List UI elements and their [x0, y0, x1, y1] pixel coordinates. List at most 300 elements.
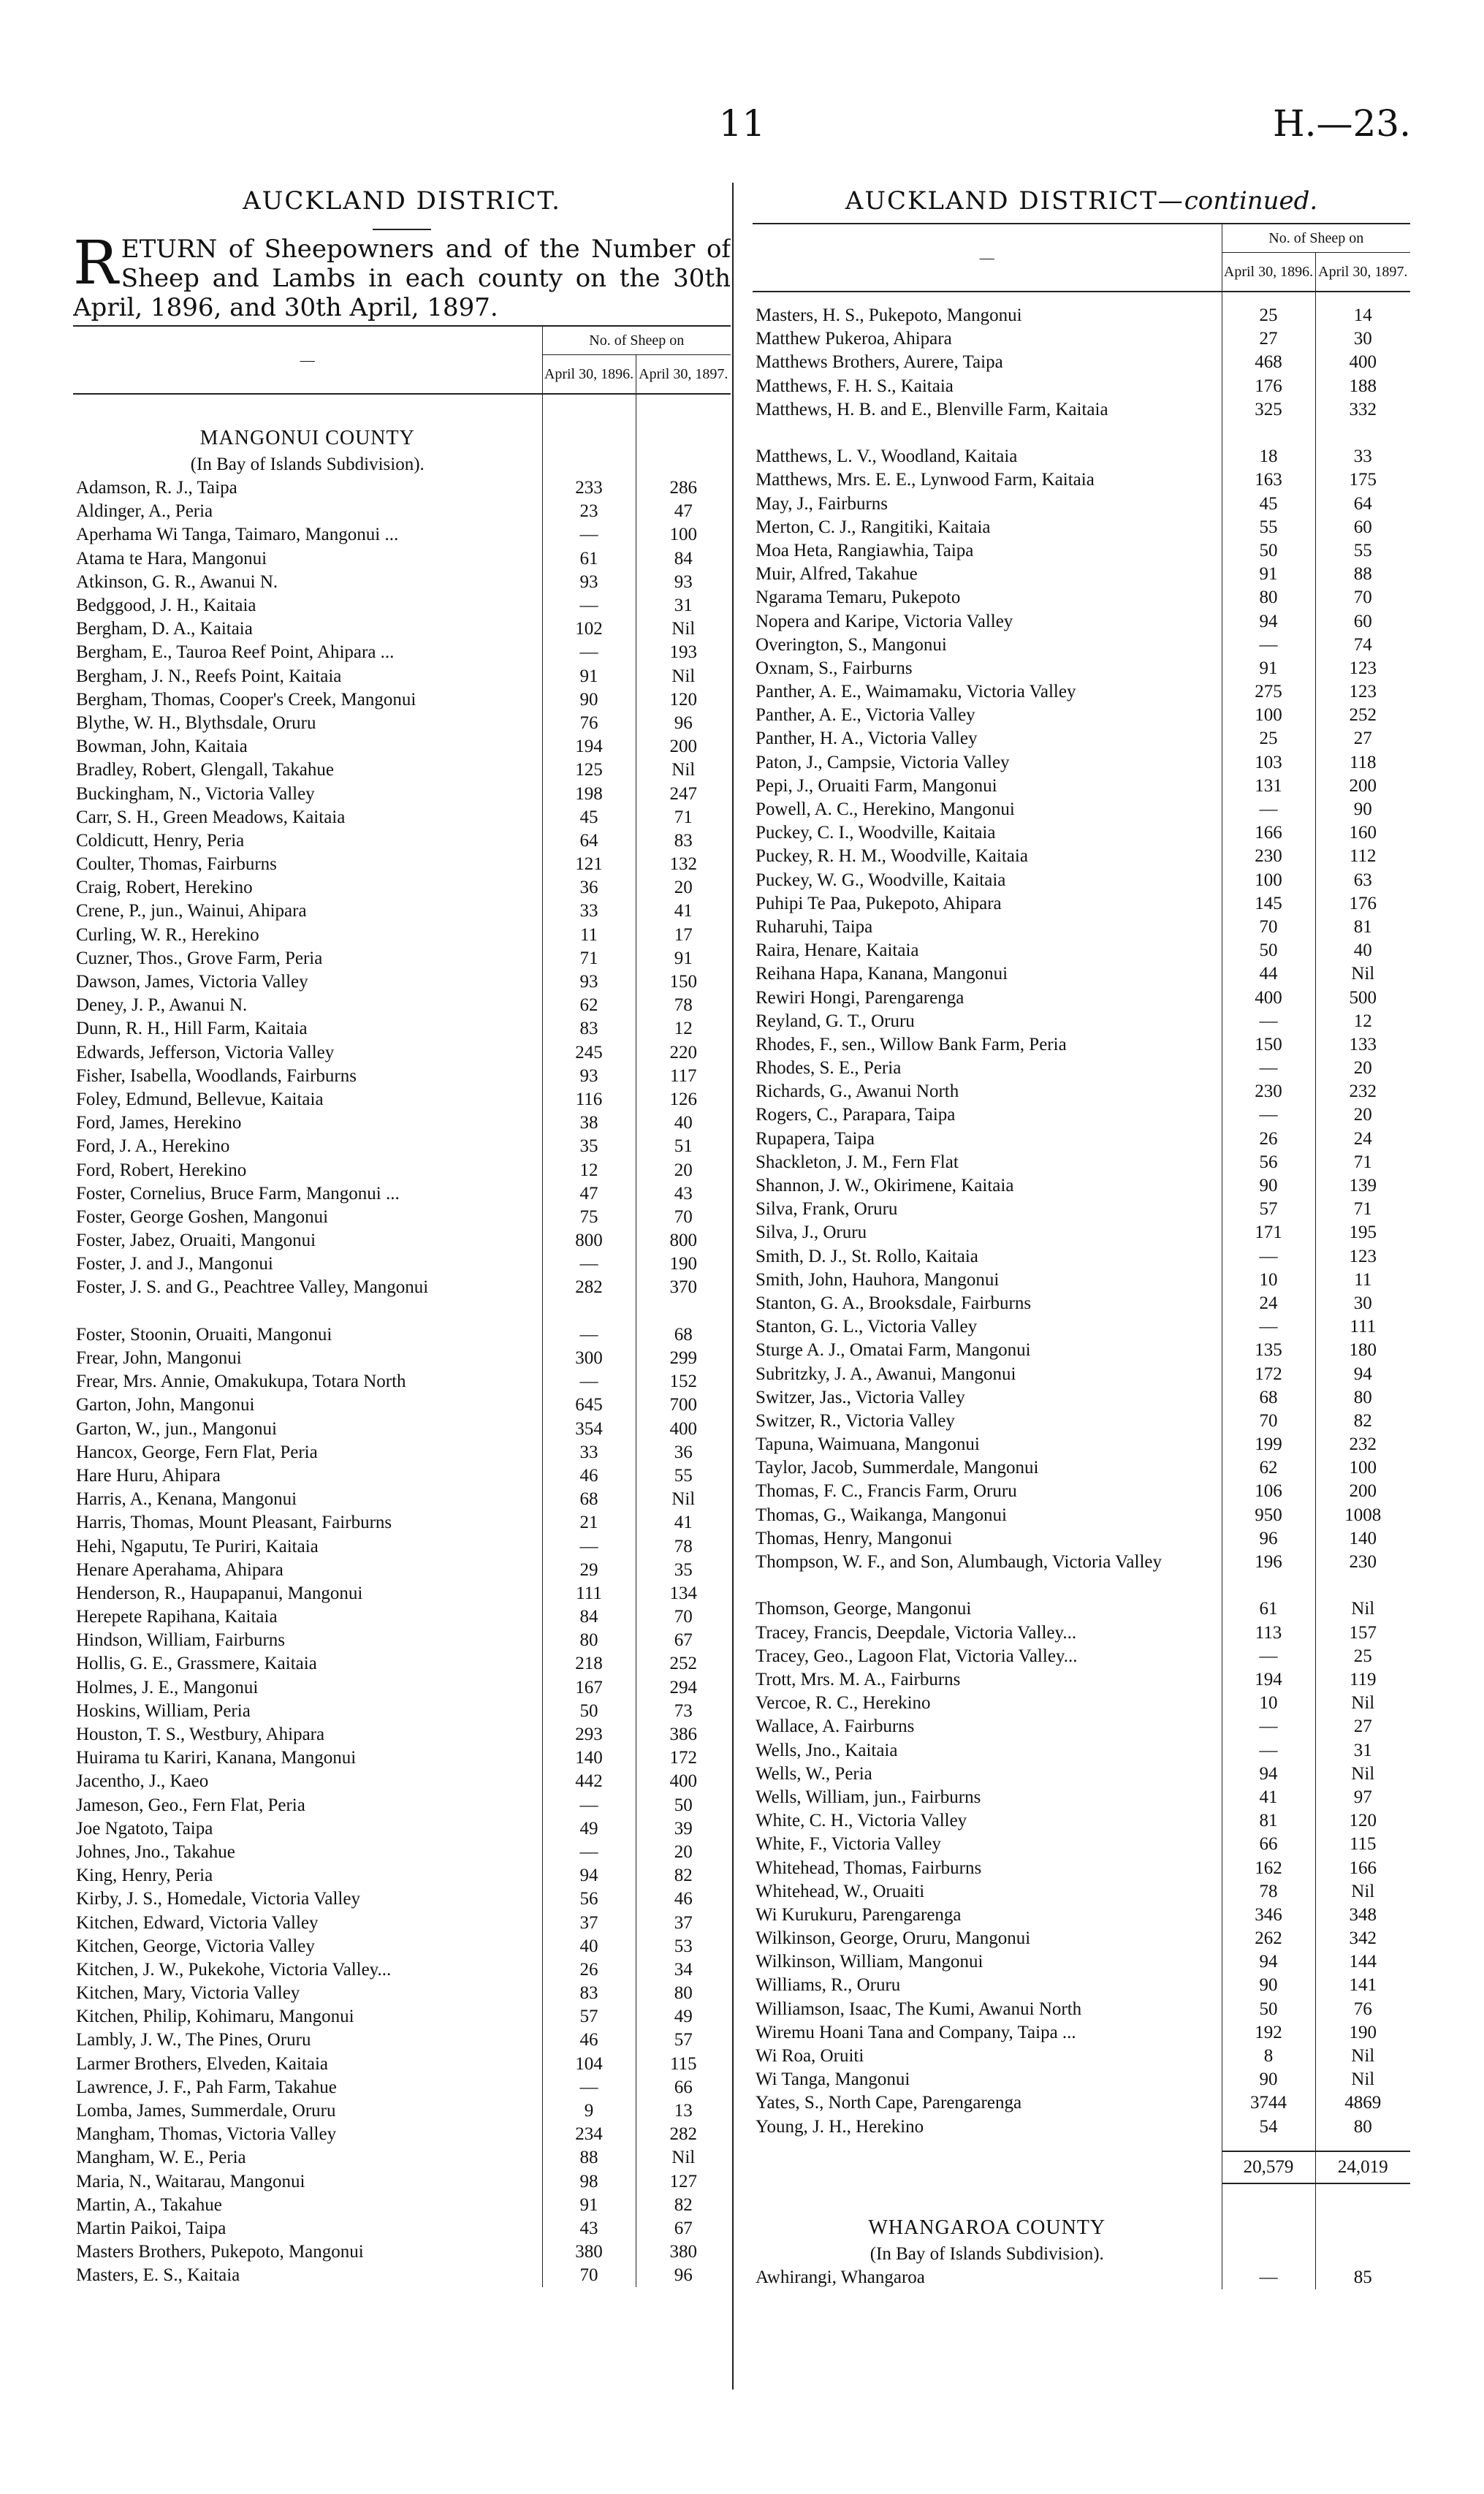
owner-name: Young, J. H., Herekino	[756, 2116, 924, 2137]
sheep-1896: 71	[542, 947, 636, 970]
owner-name: Buckingham, N., Victoria Valley	[76, 783, 315, 804]
owner-name: Masters, E. S., Kaitaia	[76, 2265, 240, 2286]
owner-name: Stanton, G. L., Victoria Valley	[756, 1317, 978, 1337]
sheep-1896: 100	[1222, 704, 1315, 727]
sheep-1897: 190	[636, 1252, 731, 1276]
sheep-1897: Nil	[636, 1488, 731, 1511]
owner-name: May, J., Fairburns	[756, 493, 889, 514]
sheep-1896: 91	[1222, 563, 1315, 586]
sheep-1896: 106	[1222, 1480, 1315, 1503]
sheep-1897: 97	[1315, 1786, 1410, 1809]
table-row	[73, 1887, 731, 1911]
sheep-1897: 120	[636, 688, 731, 712]
owner-name: Henare Aperahama, Ahipara	[76, 1559, 284, 1580]
sheep-1897: 180	[1315, 1339, 1410, 1362]
sheep-1897: 100	[636, 523, 731, 547]
left-column	[73, 179, 731, 2287]
table-row	[753, 775, 1410, 798]
sheep-1896: 150	[1222, 1033, 1315, 1057]
sheep-1896: —	[1222, 1645, 1315, 1668]
table-row	[753, 539, 1410, 563]
table-row	[753, 1339, 1410, 1362]
right-column	[753, 179, 1410, 2289]
owner-name: Martin, A., Takahue	[76, 2194, 222, 2215]
owner-name: Ford, James, Herekino	[76, 1113, 242, 1133]
sheep-1897: 232	[1315, 1080, 1410, 1103]
sheep-1896: —	[542, 1794, 636, 1817]
owner-name: Jameson, Geo., Fern Flat, Peria	[76, 1795, 305, 1815]
sheep-1896: 68	[1222, 1386, 1315, 1410]
sheep-1896: 198	[542, 782, 636, 805]
sheep-1896: —	[542, 523, 636, 547]
sheep-1896: —	[542, 1535, 636, 1558]
sheep-1897: Nil	[1315, 1880, 1410, 1904]
owner-name: White, F., Victoria Valley	[756, 1834, 941, 1855]
table-row	[73, 1488, 731, 1511]
table-row	[753, 1880, 1410, 1904]
sheep-1897: 70	[636, 1605, 731, 1629]
owner-name: Matthews, L. V., Woodland, Kaitaia	[756, 446, 1018, 467]
table-row	[753, 1480, 1410, 1503]
sheep-1897: 34	[636, 1958, 731, 1982]
owner-name: Williams, R., Oruru	[756, 1975, 901, 1996]
owner-name: Hare Huru, Ahipara	[76, 1465, 221, 1486]
table-row	[73, 1418, 731, 1441]
table-row	[753, 1174, 1410, 1198]
sheep-1896: 113	[1222, 1622, 1315, 1645]
table-row	[753, 1527, 1410, 1551]
sheep-1897: 1008	[1315, 1504, 1410, 1527]
owner-name: Matthews, H. B. and E., Blenville Farm, Kaitaia	[756, 399, 1108, 419]
table-row	[753, 798, 1410, 821]
owner-name: Foster, J. and J., Mangonui	[76, 1254, 273, 1274]
sheep-1896: 104	[542, 2053, 636, 2076]
sheep-1897: 81	[1315, 916, 1410, 939]
owner-name: Thomas, F. C., Francis Farm, Oruru	[756, 1481, 1017, 1502]
sheep-1896: —	[1222, 1245, 1315, 1269]
owner-name: Hollis, G. E., Grassmere, Kaitaia	[76, 1654, 317, 1674]
district-title-continued: AUCKLAND DISTRICT—continued.	[845, 186, 1318, 216]
owner-name: Coulter, Thomas, Fairburns	[76, 854, 277, 875]
sheep-1896: —	[1222, 1715, 1315, 1738]
owner-name: Bowman, John, Kaitaia	[76, 737, 248, 757]
table-row	[73, 900, 731, 923]
table-row	[753, 304, 1410, 327]
owner-name: Holmes, J. E., Mangonui	[76, 1677, 259, 1697]
sheep-1896: 70	[1222, 1410, 1315, 1433]
title-rule	[373, 229, 431, 230]
sheep-1897: 30	[1315, 327, 1410, 351]
sheep-1896: 645	[542, 1394, 636, 1417]
sheep-1897: 176	[1315, 892, 1410, 916]
table-row	[753, 1245, 1410, 1269]
table-row	[73, 1394, 731, 1417]
owner-name: Kitchen, J. W., Pukekohe, Victoria Valley...	[76, 1959, 392, 1980]
table-row	[753, 939, 1410, 962]
owner-name: Rupapera, Taipa	[756, 1128, 875, 1149]
sheep-1896: 62	[542, 994, 636, 1017]
sheep-1897: 88	[1315, 563, 1410, 586]
sheep-1897: 400	[1315, 351, 1410, 374]
sheep-1896: 50	[1222, 939, 1315, 962]
table-row	[753, 1410, 1410, 1433]
sheep-1896: 45	[542, 806, 636, 829]
sheep-1897: 200	[1315, 1480, 1410, 1503]
table-row	[73, 1135, 731, 1158]
sheep-1896: —	[1222, 798, 1315, 821]
sheep-1897: 55	[1315, 539, 1410, 563]
sheep-1897: 20	[1315, 1057, 1410, 1080]
sheep-1897: Nil	[1315, 2068, 1410, 2091]
sheep-1897: 140	[1315, 1527, 1410, 1551]
sheep-1896: 98	[542, 2170, 636, 2194]
sheep-1897: 60	[1315, 609, 1410, 633]
sheep-1897: Nil	[1315, 2045, 1410, 2068]
table-row	[753, 845, 1410, 868]
sheep-1897: 141	[1315, 1974, 1410, 1997]
sheep-1897: 41	[636, 1511, 731, 1535]
sheep-1896: 282	[542, 1276, 636, 1323]
sheep-1896: —	[542, 1323, 636, 1347]
owner-name: Bergham, D. A., Kaitaia	[76, 619, 253, 639]
sheep-1896: 145	[1222, 892, 1315, 916]
table-row	[73, 1770, 731, 1793]
sheep-1896: 102	[542, 617, 636, 641]
owner-name: Oxnam, S., Fairburns	[756, 658, 913, 678]
table-row	[73, 2264, 731, 2287]
owner-name: Puckey, C. I., Woodville, Kaitaia	[756, 823, 996, 843]
owner-name: Ruharuhi, Taipa	[756, 916, 873, 937]
sheep-1897: 230	[1315, 1551, 1410, 1597]
owner-column-header: —	[979, 249, 994, 266]
table-row	[753, 1151, 1410, 1174]
sheep-1897: 90	[1315, 798, 1410, 821]
table-row	[753, 916, 1410, 939]
owner-name: Ngarama Temaru, Pukepoto	[756, 588, 961, 608]
owner-name: Thomas, Henry, Mangonui	[756, 1528, 953, 1548]
sheep-1897: 40	[636, 1111, 731, 1135]
table-row	[753, 1856, 1410, 1879]
table-row	[753, 1622, 1410, 1645]
table-row	[73, 2029, 731, 2052]
sheep-1896: 64	[542, 829, 636, 853]
sheep-1897: 380	[636, 2240, 731, 2264]
sheep-1896: 18	[1222, 445, 1315, 468]
sheep-1896: 380	[542, 2240, 636, 2264]
sheep-1896: 78	[1222, 1880, 1315, 1904]
owner-name: King, Henry, Peria	[76, 1866, 213, 1886]
table-row	[73, 1229, 731, 1252]
sheep-1897: 43	[636, 1182, 731, 1206]
sheep-1897: 78	[636, 1535, 731, 1558]
sheep-1897: 348	[1315, 1904, 1410, 1927]
table-row	[753, 727, 1410, 750]
owner-name: Shackleton, J. M., Fern Flat	[756, 1152, 959, 1172]
sheep-1897: 188	[1315, 375, 1410, 398]
column-divider	[732, 183, 734, 2390]
sheep-1897: 71	[1315, 1198, 1410, 1221]
sheep-1896: 81	[1222, 1809, 1315, 1833]
sheep-1896: 54	[1222, 2115, 1315, 2138]
sheep-1896: 27	[1222, 327, 1315, 351]
table-row	[73, 1206, 731, 1229]
sheep-1896: 8	[1222, 2045, 1315, 2068]
owner-name: Atkinson, G. R., Awanui N.	[76, 571, 278, 592]
table-row	[753, 563, 1410, 586]
sheep-1896: 10	[1222, 1692, 1315, 1715]
owner-name: Panther, A. E., Victoria Valley	[756, 705, 975, 726]
sheep-1896: —	[1222, 634, 1315, 657]
sheep-1897: 55	[636, 1464, 731, 1488]
sheep-1896: 43	[542, 2217, 636, 2240]
sheep-1897: 150	[636, 970, 731, 994]
sheep-1897: 49	[636, 2005, 731, 2029]
sheep-1897: 70	[636, 1206, 731, 1229]
sheep-1897: 175	[1315, 468, 1410, 492]
sheep-1896: 262	[1222, 1927, 1315, 1950]
table-row	[73, 1958, 731, 1982]
sheep-1897: 247	[636, 782, 731, 805]
table-row	[753, 1668, 1410, 1692]
owner-name: Hindson, William, Fairburns	[76, 1630, 286, 1651]
sheep-1897: 123	[1315, 657, 1410, 680]
sheep-1897: 115	[1315, 1833, 1410, 1856]
table-row	[73, 2217, 731, 2240]
sheep-1896: —	[1222, 1315, 1315, 1339]
owner-name: Silva, J., Oruru	[756, 1223, 867, 1243]
table-row	[753, 1128, 1410, 1151]
owner-name: White, C. H., Victoria Valley	[756, 1811, 967, 1831]
sheep-1897: 14	[1315, 304, 1410, 327]
table-row	[753, 1198, 1410, 1221]
table-row	[753, 1974, 1410, 1997]
sheep-1896: 44	[1222, 962, 1315, 986]
col-1896-header: April 30, 1896.	[1222, 253, 1315, 292]
sheep-1897: 123	[1315, 680, 1410, 704]
sheep-1897: 80	[1315, 1386, 1410, 1410]
owner-name: Shannon, J. W., Okirimene, Kaitaia	[756, 1176, 1014, 1196]
sheep-1897: 220	[636, 1041, 731, 1065]
sheep-1897: Nil	[1315, 962, 1410, 986]
owner-name: Awhirangi, Whangaroa	[756, 2267, 925, 2287]
owner-name: Vercoe, R. C., Herekino	[756, 1693, 931, 1714]
sheep-1896: 75	[542, 1206, 636, 1229]
sheep-1897: 31	[636, 594, 731, 617]
sheep-1896: —	[542, 594, 636, 617]
owner-name: Johnes, Jno., Takahue	[76, 1841, 235, 1862]
table-row	[753, 751, 1410, 775]
sheep-1897: 64	[1315, 493, 1410, 516]
table-row	[73, 1582, 731, 1605]
owner-name: Lawrence, J. F., Pah Farm, Takahue	[76, 2077, 337, 2097]
table-row	[73, 1111, 731, 1135]
sheep-1896: 90	[1222, 1974, 1315, 1997]
sheep-1896: 800	[542, 1229, 636, 1252]
owner-name: Panther, A. E., Waimamaku, Victoria Valley	[756, 682, 1076, 702]
sheep-1896: 33	[542, 1441, 636, 1464]
sheep-1897: 20	[636, 876, 731, 900]
sheep-1897: 93	[636, 571, 731, 594]
sheep-1896: 55	[1222, 516, 1315, 539]
sheep-1897: 83	[636, 829, 731, 853]
owner-name: Lomba, James, Summerdale, Oruru	[76, 2101, 336, 2121]
table-row	[73, 2053, 731, 2076]
total-1897: 24,019	[1315, 2151, 1410, 2183]
table-row	[753, 657, 1410, 680]
owner-name: Harris, A., Kenana, Mangonui	[76, 1489, 297, 1510]
sheep-1896: 57	[542, 2005, 636, 2029]
sheep-1896: 135	[1222, 1339, 1315, 1362]
sheep-1896: 25	[1222, 304, 1315, 327]
owner-name: Edwards, Jefferson, Victoria Valley	[76, 1042, 335, 1062]
sheep-1897: 144	[1315, 1950, 1410, 1974]
sheep-1896: 66	[1222, 1833, 1315, 1856]
sheep-1897: 20	[636, 1158, 731, 1182]
sheep-1896: 176	[1222, 375, 1315, 398]
owner-name: Bergham, Thomas, Cooper's Creek, Mangonui	[76, 689, 416, 710]
sheep-1896: 88	[542, 2146, 636, 2170]
owner-name: Moa Heta, Rangiawhia, Taipa	[756, 540, 974, 560]
owner-name: Puhipi Te Paa, Pukepoto, Ahipara	[756, 893, 1002, 913]
owner-name: Trott, Mrs. M. A., Fairburns	[756, 1670, 961, 1689]
sheep-1896: 25	[1222, 727, 1315, 750]
sheep-1896: 163	[1222, 468, 1315, 492]
county-name: WHANGAROA COUNTY	[868, 2216, 1106, 2239]
table-row	[753, 1292, 1410, 1315]
table-row	[753, 1269, 1410, 1292]
owner-name: Hehi, Ngaputu, Te Puriri, Kaitaia	[76, 1536, 319, 1556]
owner-name: Foster, Stoonin, Oruaiti, Mangonui	[76, 1324, 332, 1345]
sheep-1897: 119	[1315, 1668, 1410, 1692]
table-row	[753, 1456, 1410, 1480]
sheep-1896: 91	[542, 665, 636, 688]
owner-name: Wells, William, jun., Fairburns	[756, 1787, 981, 1807]
sheep-1897: 120	[1315, 1809, 1410, 1833]
sheep-1896: 400	[1222, 986, 1315, 1009]
sheep-1896: 84	[542, 1605, 636, 1629]
sheep-1896: —	[542, 1370, 636, 1394]
sheep-1896: 56	[1222, 1151, 1315, 1174]
sheep-1896: 37	[542, 1911, 636, 1934]
sheep-1897: 57	[636, 2029, 731, 2052]
sheep-table-right	[753, 223, 1410, 2289]
sheep-1896: 230	[1222, 1080, 1315, 1103]
owner-name: Crene, P., jun., Wainui, Ahipara	[76, 901, 307, 921]
table-row	[73, 594, 731, 617]
owner-name: Harris, Thomas, Mount Pleasant, Fairburns	[76, 1513, 392, 1533]
owner-name: Fisher, Isabella, Woodlands, Fairburns	[76, 1065, 357, 1086]
table-row	[753, 2045, 1410, 2068]
table-row	[753, 1786, 1410, 1809]
sheep-1896: 90	[542, 688, 636, 712]
owner-name: Pepi, J., Oruaiti Farm, Mangonui	[756, 775, 997, 796]
owner-name: Reihana Hapa, Kanana, Mangonui	[756, 964, 1008, 984]
sheep-1896: 442	[542, 1770, 636, 1793]
sheep-1896: 94	[542, 1864, 636, 1887]
sheep-1896: 90	[1222, 2068, 1315, 2091]
table-row	[753, 1033, 1410, 1057]
owner-name: Henderson, R., Haupapanui, Mangonui	[76, 1583, 363, 1603]
sheep-1897: 73	[636, 1700, 731, 1723]
sheep-1896: 94	[1222, 1950, 1315, 1974]
owner-name: Ford, J. A., Herekino	[76, 1136, 230, 1157]
owner-name: Larmer Brothers, Elveden, Kaitaia	[76, 2053, 328, 2074]
sheep-1896: —	[1222, 2266, 1315, 2289]
table-row	[73, 688, 731, 712]
table-row	[753, 1103, 1410, 1127]
sheep-1896: 194	[542, 735, 636, 759]
owner-name: Martin Paikoi, Taipa	[76, 2218, 227, 2238]
sheep-1897: 78	[636, 994, 731, 1017]
sheep-1896: 11	[542, 924, 636, 947]
sheep-1896: 56	[542, 1887, 636, 1911]
sheep-1896: 26	[1222, 1128, 1315, 1151]
sheep-1896: 346	[1222, 1904, 1315, 1927]
owner-name: Subritzky, J. A., Awanui, Mangonui	[756, 1364, 1016, 1384]
table-row	[753, 1504, 1410, 1527]
table-row	[753, 1221, 1410, 1244]
table-row	[73, 571, 731, 594]
sheep-1896: 300	[542, 1347, 636, 1370]
table-row	[753, 516, 1410, 539]
table-row	[73, 829, 731, 853]
table-row	[73, 1605, 731, 1629]
table-row	[73, 1559, 731, 1582]
table-row	[73, 1182, 731, 1206]
sheep-1897: 67	[636, 2217, 731, 2240]
sheep-1897: 85	[1315, 2266, 1410, 2289]
sheep-1896: 167	[542, 1676, 636, 1700]
sheep-1897: 800	[636, 1229, 731, 1252]
sheep-1896: 96	[1222, 1527, 1315, 1551]
owner-name: Rhodes, S. E., Peria	[756, 1058, 902, 1079]
owner-name: Powell, A. C., Herekino, Mangonui	[756, 799, 1015, 820]
table-row	[73, 1794, 731, 1817]
sheep-1896: 293	[542, 1723, 636, 1746]
sheep-1896: 140	[542, 1746, 636, 1770]
sheep-1896: 125	[542, 759, 636, 782]
owner-name: Herepete Rapihana, Kaitaia	[76, 1607, 278, 1627]
owner-name: Whitehead, W., Oruaiti	[756, 1881, 925, 1901]
sheep-1897: Nil	[636, 665, 731, 688]
sheep-1896: 192	[1222, 2021, 1315, 2045]
owner-name: Frear, Mrs. Annie, Omakukupa, Totara North	[76, 1372, 406, 1392]
sheep-1896: —	[542, 1252, 636, 1276]
sheep-1897: 126	[636, 1088, 731, 1111]
owner-name: Adamson, R. J., Taipa	[76, 478, 237, 498]
sheep-1896: 90	[1222, 1174, 1315, 1198]
owner-name: Whitehead, Thomas, Fairburns	[756, 1858, 982, 1878]
owner-name: Cuzner, Thos., Grove Farm, Peria	[76, 948, 323, 968]
owner-name: Joe Ngatoto, Taipa	[76, 1818, 213, 1839]
owner-name: Rogers, C., Parapara, Taipa	[756, 1105, 956, 1125]
sheep-1897: 172	[636, 1746, 731, 1770]
col-1897-header: April 30, 1897.	[636, 355, 731, 395]
sheep-1896: 57	[1222, 1198, 1315, 1221]
sheep-1897: 74	[1315, 634, 1410, 657]
owner-name: Kitchen, Mary, Victoria Valley	[76, 1983, 300, 2004]
table-row	[73, 876, 731, 900]
sheep-1897: 123	[1315, 1245, 1410, 1269]
owner-name: Matthew Pukeroa, Ahipara	[756, 329, 952, 349]
sheep-1897: 82	[636, 1864, 731, 1887]
table-row	[753, 1010, 1410, 1033]
sheep-1896: 162	[1222, 1856, 1315, 1879]
sheep-1896: 46	[542, 2029, 636, 2052]
sheep-1896: 61	[1222, 1597, 1315, 1621]
sheep-1896: 49	[542, 1817, 636, 1841]
table-row	[73, 1065, 731, 1088]
